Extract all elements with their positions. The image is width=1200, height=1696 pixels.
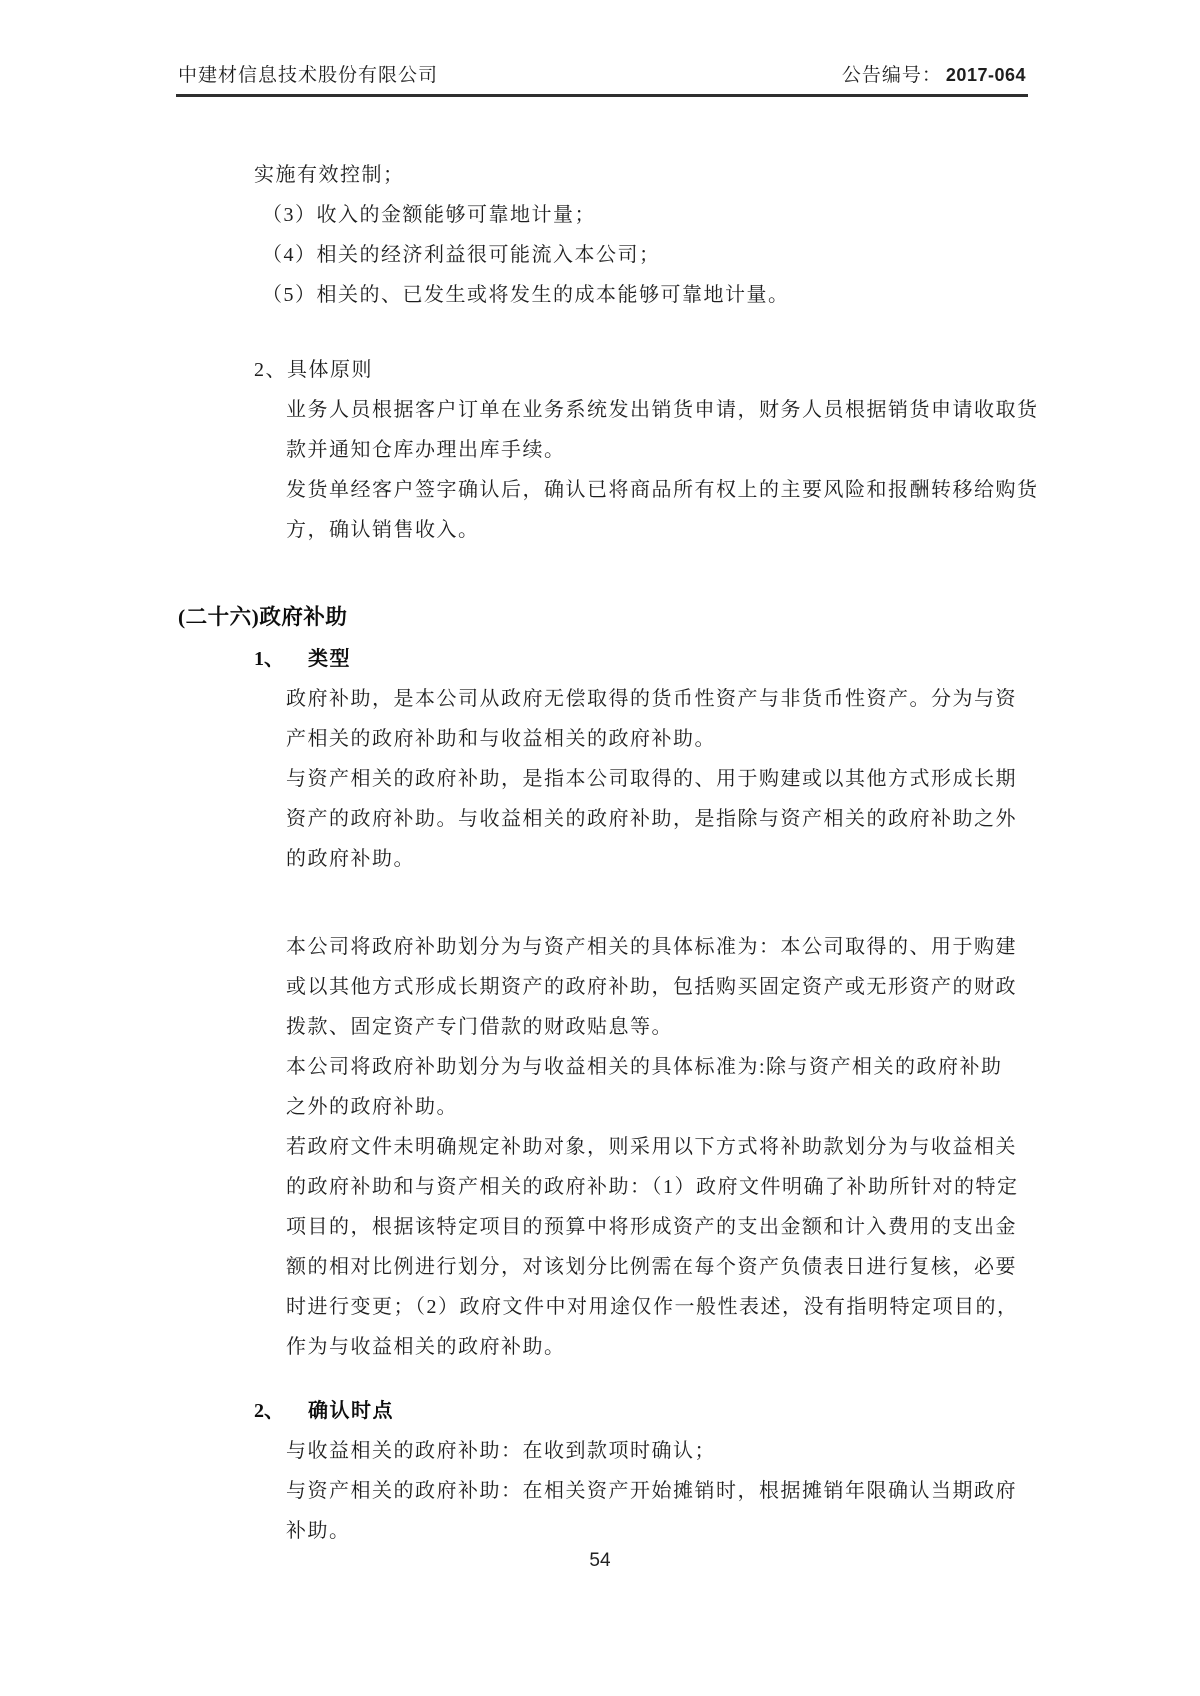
subheading-specific-principles: 2、具体原则 [254,359,373,381]
header-announcement [842,60,1026,87]
paragraph-line: 拨款、固定资产专门借款的财政贴息等。 [286,1016,673,1038]
paragraph-line: 资产的政府补助。与收益相关的政府补助，是指除与资产相关的政府补助之外 [286,808,1017,830]
paragraph-line: 补助。 [286,1520,351,1542]
paragraph-line: 若政府文件未明确规定补助对象，则采用以下方式将补助款划分为与收益相关 [286,1136,1017,1158]
paragraph-line: 政府补助，是本公司从政府无偿取得的货币性资产与非货币性资产。分为与资 [286,688,1017,710]
subheading-timing [254,1391,1026,1431]
paragraph-line: 发货单经客户签字确认后，确认已将商品所有权上的主要风险和报酬转移给购货 [286,479,1039,501]
document-body [178,155,1039,1551]
paragraph-line: 款并通知仓库办理出库手续。 [286,439,566,461]
paragraph-line: 业务人员根据客户订单在业务系统发出销货申请，财务人员根据销货申请收取货 [286,399,1039,421]
paragraph-line-control: 实施有效控制； [254,164,405,186]
paragraph-line: 项目的，根据该特定项目的预算中将形成资产的支出金额和计入费用的支出金 [286,1216,1017,1238]
paragraph-line: 或以其他方式形成长期资产的政府补助，包括购买固定资产或无形资产的财政 [286,976,1017,998]
paragraph-line: 的政府补助。 [286,848,415,870]
subheading-timing-number: 2、 [254,1400,284,1422]
paragraph-line: 本公司将政府补助划分为与资产相关的具体标准为：本公司取得的、用于购建 [286,936,1017,958]
paragraph-line: 之外的政府补助。 [286,1096,458,1118]
page-number: 54 [589,1550,611,1571]
paragraph-line: 作为与收益相关的政府补助。 [286,1336,566,1358]
page-footer [0,1550,1200,1572]
header-company-name: 中建材信息技术股份有限公司 [178,65,439,86]
paragraph-line: 本公司将政府补助划分为与收益相关的具体标准为:除与资产相关的政府补助 [286,1056,1003,1078]
subheading-timing-label: 确认时点 [308,1400,394,1422]
section-heading-gov-grants: (二十六)政府补助 [178,605,348,629]
subheading-type [254,639,1026,679]
paragraph-line: 方，确认销售收入。 [286,519,480,541]
subheading-type-number: 1、 [254,648,284,670]
paragraph-line: 时进行变更；（2）政府文件中对用途仅作一般性表述，没有指明特定项目的， [286,1296,1019,1318]
paragraph-line: 的政府补助和与资产相关的政府补助：（1）政府文件明确了补助所针对的特定 [286,1176,1019,1198]
list-item-4: （4）相关的经济利益很可能流入本公司； [262,244,661,266]
paragraph-line: 与资产相关的政府补助：在相关资产开始摊销时，根据摊销年限确认当期政府 [286,1480,1017,1502]
paragraph-line: 与资产相关的政府补助，是指本公司取得的、用于购建或以其他方式形成长期 [286,768,1017,790]
announcement-label: 公告编号： [841,65,942,86]
paragraph-line: 产相关的政府补助和与收益相关的政府补助。 [286,728,716,750]
announcement-number: 2017-064 [945,65,1026,85]
header-rule [176,94,1028,97]
subheading-type-label: 类型 [308,648,351,670]
page-header [178,60,1026,87]
list-item-5: （5）相关的、已发生或将发生的成本能够可靠地计量。 [262,284,790,306]
paragraph-line: 额的相对比例进行划分，对该划分比例需在每个资产负债表日进行复核，必要 [286,1256,1017,1278]
list-item-3: （3）收入的金额能够可靠地计量； [262,204,596,226]
paragraph-line: 与收益相关的政府补助：在收到款项时确认； [286,1440,716,1462]
